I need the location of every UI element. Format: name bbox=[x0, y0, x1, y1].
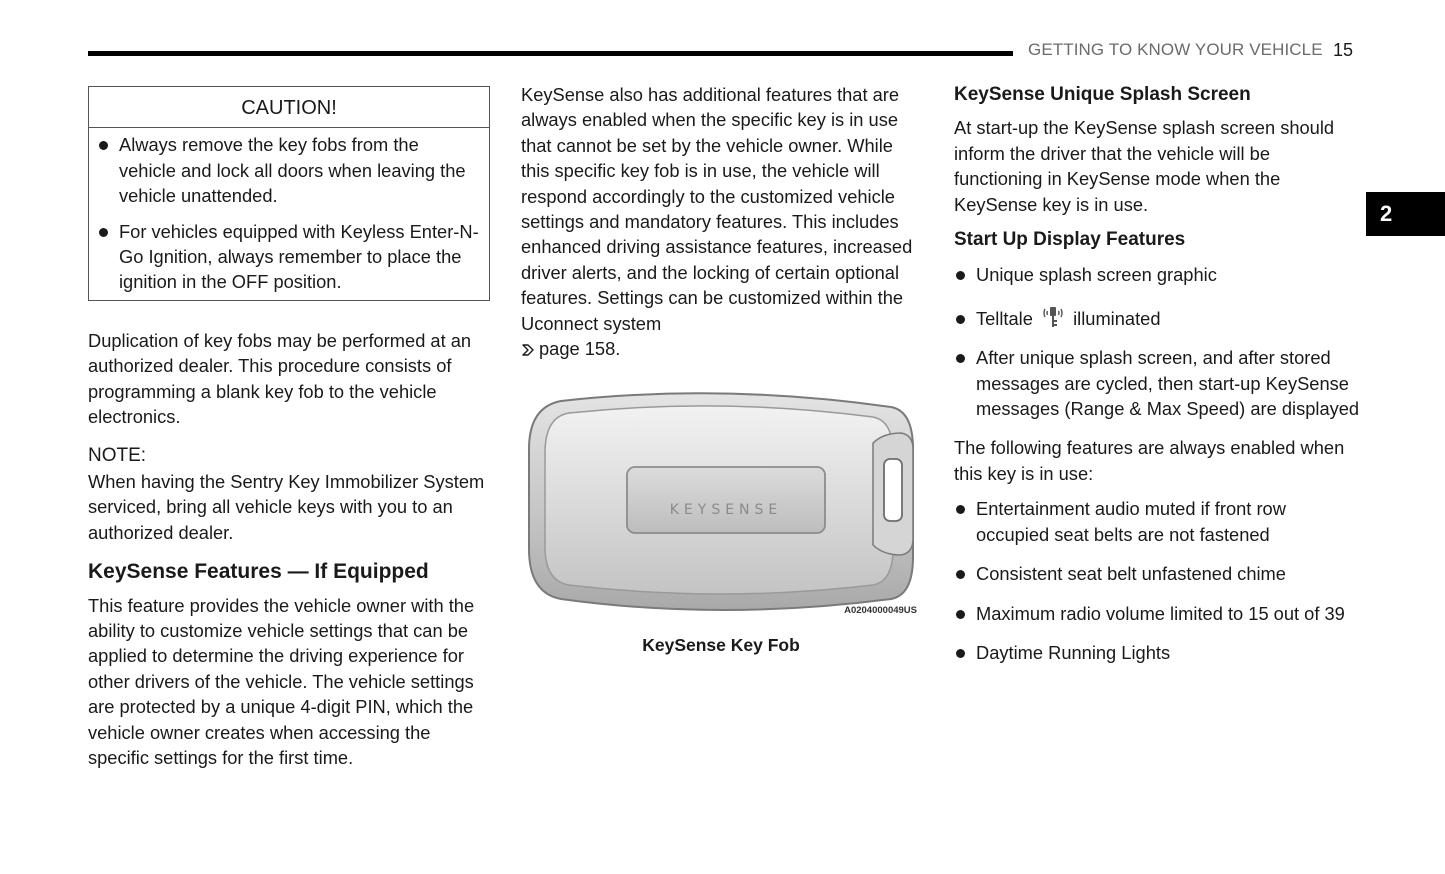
caution-item-text: Always remove the key fobs from the vehicle and lock all doors when leaving the vehicle unattended. bbox=[119, 134, 466, 207]
note-text: When having the Sentry Key Immobilizer System serviced, bring all vehicle keys with you to an authorized dealer. bbox=[88, 470, 485, 543]
list-item-text: After unique splash screen, and after stored messages are cycled, then start-up KeySense messages (Range & Max Speed) are displayed bbox=[976, 347, 1360, 420]
keysense-additional-paragraph bbox=[521, 82, 921, 361]
caution-item bbox=[97, 219, 479, 295]
figure-caption: KeySense Key Fob bbox=[642, 635, 800, 656]
list-item-text: Entertainment audio muted if front row occupied seat belts are not fastened bbox=[976, 498, 1286, 545]
header-rule bbox=[88, 51, 1013, 56]
list-item-text: Consistent seat belt unfastened chime bbox=[976, 563, 1286, 585]
caution-box bbox=[88, 86, 490, 301]
splash-screen-heading: KeySense Unique Splash Screen bbox=[954, 84, 1251, 105]
key-telltale-icon bbox=[1042, 306, 1064, 328]
list-item-text: Maximum radio volume limited to 15 out of 39 bbox=[976, 602, 1345, 624]
figure-code: A0204000049US bbox=[844, 605, 917, 617]
list-item bbox=[954, 561, 1360, 586]
middle-column bbox=[521, 82, 921, 659]
keysense-additional-text: KeySense also has additional features that are always enabled when the specific key is in use that cannot be set by the vehicle owner. While this specific key fob is in use, the vehicle will respond accordingly to the customized vehicle settings and mandatory features. This includes enhanced driving assistance features, increased driver alerts, and the locking of certain optional features. Settings can be customized within the Uconnect system bbox=[521, 84, 913, 334]
bullet-icon bbox=[99, 141, 108, 150]
bullet-icon bbox=[956, 354, 965, 363]
list-item-text: Unique splash screen graphic bbox=[976, 264, 1217, 286]
telltale-suffix: illuminated bbox=[1073, 307, 1161, 329]
caution-list bbox=[89, 128, 489, 299]
list-item bbox=[954, 262, 1360, 287]
running-header-title: GETTING TO KNOW YOUR VEHICLE bbox=[1028, 40, 1323, 59]
page-number: 15 bbox=[1333, 40, 1354, 60]
duplication-paragraph: Duplication of key fobs may be performed at an authorized dealer. This procedure consists of programming a blank key fob to the vehicle electronics. bbox=[88, 329, 472, 428]
startup-features-list bbox=[954, 262, 1360, 421]
caution-title: CAUTION! bbox=[89, 87, 489, 128]
keysense-paragraph: This feature provides the vehicle owner with the ability to customize vehicle settings that can be applied to determine the driving experience for other drivers of the vehicle. The vehicle settings are protected by a unique 4-digit PIN, which the vehicle owner creates when accessing the specific settings for the first time. bbox=[88, 594, 475, 768]
list-item bbox=[954, 345, 1360, 421]
telltale-label: Telltale bbox=[976, 307, 1033, 329]
chapter-tab[interactable]: 2 bbox=[1366, 192, 1445, 236]
splash-screen-paragraph: At start-up the KeySense splash screen should inform the driver that the vehicle will be functioning in KeySense mode when the KeySense key is in use. bbox=[954, 117, 1335, 215]
bullet-icon bbox=[956, 649, 965, 658]
fob-button-label: KEYSENSE bbox=[669, 502, 783, 519]
bullet-icon bbox=[956, 315, 965, 324]
caution-item bbox=[97, 132, 479, 208]
keysense-features-heading: KeySense Features — If Equipped bbox=[88, 560, 429, 584]
startup-features-heading: Start Up Display Features bbox=[954, 229, 1186, 251]
list-item bbox=[954, 306, 1360, 331]
caution-item-text: For vehicles equipped with Keyless Enter-N-Go Ignition, always remember to place the ignition in the OFF position. bbox=[119, 220, 479, 293]
bullet-icon bbox=[956, 505, 965, 514]
bullet-icon bbox=[956, 610, 965, 619]
key-fob-figure bbox=[521, 389, 921, 629]
enabled-features-intro: The following features are always enabled when this key is in use: bbox=[954, 437, 1345, 484]
list-item-text: Daytime Running Lights bbox=[976, 641, 1171, 663]
left-column bbox=[88, 86, 492, 770]
page-reference-link[interactable]: page 158. bbox=[539, 338, 621, 360]
bullet-icon bbox=[956, 570, 965, 579]
list-item bbox=[954, 640, 1360, 665]
note-label: NOTE: bbox=[88, 445, 147, 467]
list-item bbox=[954, 601, 1360, 626]
page-ref-arrow-icon bbox=[521, 343, 535, 357]
bullet-icon bbox=[956, 271, 965, 280]
enabled-features-list bbox=[954, 496, 1360, 665]
bullet-icon bbox=[99, 228, 108, 237]
key-fob-icon bbox=[521, 389, 921, 611]
list-item bbox=[954, 496, 1360, 547]
right-column bbox=[954, 82, 1360, 665]
